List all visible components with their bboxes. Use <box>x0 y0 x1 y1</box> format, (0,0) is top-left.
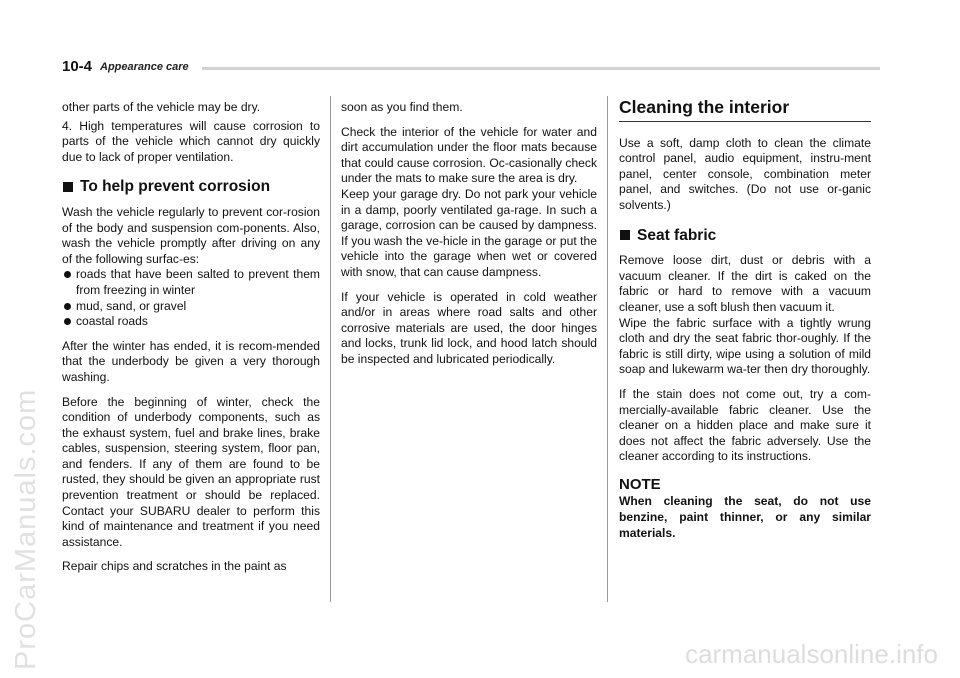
paragraph: Keep your garage dry. Do not park your vehicle in a damp, poorly ventilated ga-rage. In such a garage, corrosion can be caused by dampness. If you wash the ve-hicle in the garage or put the vehicle into the garage when wet or covered with snow, that can cause dampness. <box>341 186 597 279</box>
square-bullet-icon <box>63 182 73 192</box>
paragraph: Check the interior of the vehicle for water and dirt accumulation under the floor mats because that could cause corrosion. Oc-casionally check under the mats to make sure the area is dry. <box>341 124 597 186</box>
section-heading <box>62 179 320 195</box>
paragraph: 4. High temperatures will cause corrosion to parts of the vehicle which cannot dry quickly due to lack of proper ventilation. <box>62 118 320 164</box>
section-heading <box>619 228 871 244</box>
square-bullet-icon <box>620 230 630 240</box>
bullet-icon <box>64 303 71 310</box>
paragraph: Repair chips and scratches in the paint as <box>62 559 287 574</box>
column-divider <box>607 96 608 602</box>
note-title: NOTE <box>619 475 661 493</box>
paragraph: After the winter has ended, it is recom-mended that the underbody be given a very thorough washing. <box>62 338 320 384</box>
paragraph: If your vehicle is operated in cold weather and/or in areas where road salts and other corrosive materials are used, the door hinges and locks, trunk lid lock, and hood latch should be inspected and lubricated periodically. <box>341 289 597 366</box>
page-header <box>56 58 876 78</box>
column-3 <box>619 97 871 550</box>
paragraph: other parts of the vehicle may be dry. <box>62 100 261 114</box>
bullet-icon <box>64 318 71 325</box>
column-1 <box>62 100 320 584</box>
list-item: coastal roads <box>62 314 320 330</box>
section-title: Cleaning the interior <box>619 100 871 122</box>
heading-text: Seat fabric <box>637 226 717 244</box>
bullet-list <box>62 267 320 329</box>
watermark-left: ProCarManuals.com <box>10 388 42 670</box>
paragraph: soon as you find them. <box>341 100 463 114</box>
paragraph: Use a soft, damp cloth to clean the climate control panel, audio equipment, instru-ment panel, center console, combination meter panel, and switches. (Do not use or-ganic solvents.) <box>619 135 871 212</box>
list-item: roads that have been salted to prevent them from freezing in winter <box>62 267 320 298</box>
page-number: 10-4 <box>62 58 93 75</box>
list-item: mud, sand, or gravel <box>62 299 320 315</box>
heading-text: To help prevent corrosion <box>80 178 271 196</box>
header-rule <box>202 67 880 70</box>
paragraph: Remove loose dirt, dust or debris with a vacuum cleaner. If the dirt is caked on the fabric or hard to remove with a vacuum cleaner, use a soft blush then vacuum it. <box>619 253 871 314</box>
bullet-icon <box>64 271 71 278</box>
column-divider <box>330 96 331 602</box>
paragraph: If the stain does not come out, try a com-mercially-available fabric cleaner. Use the cleaner on a hidden place and make sure it does not affect the fabric adversely. Use the cleaner according to its instructions. <box>619 386 871 464</box>
watermark-bottom: carmanualsonline.info <box>685 639 938 669</box>
note-text: When cleaning the seat, do not use benzine, paint thinner, or any similar materials. <box>619 494 871 540</box>
column-2 <box>341 100 597 377</box>
paragraph: Wipe the fabric surface with a tightly wrung cloth and dry the seat fabric thor-oughly. If the fabric is still dirty, wipe using a solution of mild soap and lukewarm wa-ter then dry thoroughly. <box>619 315 871 377</box>
section-title: Appearance care <box>100 61 189 73</box>
paragraph: Before the beginning of winter, check the condition of underbody components, such as the exhaust system, fuel and brake lines, brake cables, suspension, steering system, floor pan, and fenders. If any of them are found to be rusted, they should be given an appropriate rust prevention treatment or should be replaced. Contact your SUBARU dealer to perform this kind of maintenance and treatment if you need assistance. <box>62 394 320 549</box>
paragraph: Wash the vehicle regularly to prevent cor-rosion of the body and suspension com-ponents. Also, wash the vehicle promptly after driving on any of the following surfac-es: <box>62 204 320 266</box>
